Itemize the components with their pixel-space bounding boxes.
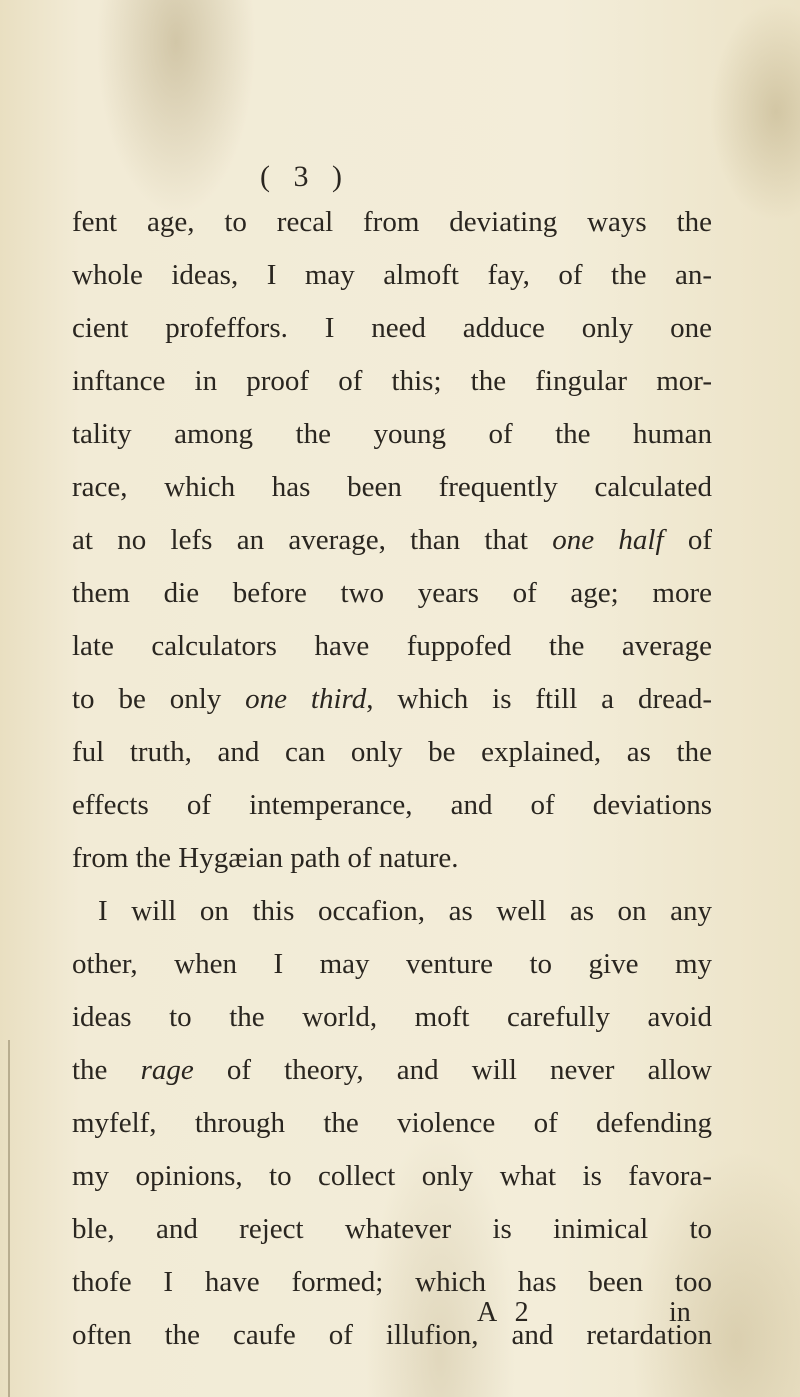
text-line: ful truth, and can only be explained, as the: [72, 736, 712, 768]
page-edge-line: [8, 1040, 10, 1397]
text-line: often the caufe of illufion, and retardation: [72, 1319, 712, 1351]
text-line: thofe I have formed; which has been too: [72, 1266, 712, 1298]
text-run: to be only: [72, 683, 246, 715]
italic-text: one half: [552, 524, 664, 556]
text-line: race, which has been frequently calculated: [72, 471, 712, 503]
text-run: , which is ftill a dread-: [366, 683, 712, 715]
text-line: them die before two years of age; more: [72, 577, 712, 609]
italic-text: rage: [140, 1054, 194, 1086]
text-line: [72, 673, 712, 726]
text-line: whole ideas, I may almoft fay, of the an-: [72, 259, 712, 291]
text-line: tality among the young of the human: [72, 418, 712, 450]
text-line: effects of intemperance, and of deviations: [72, 789, 712, 821]
text-line: fent age, to recal from deviating ways the: [72, 206, 712, 238]
text-run: of: [663, 524, 712, 556]
catchword: in: [669, 1297, 691, 1328]
body-text: [72, 196, 712, 1362]
text-run: at no lefs an average, than that: [72, 524, 553, 556]
text-line: late calculators have fuppofed the average: [72, 630, 712, 662]
text-line: other, when I may venture to give my: [72, 948, 712, 980]
text-line: from the Hygæian path of nature.: [72, 842, 459, 874]
text-line: my opinions, to collect only what is favora-: [72, 1160, 712, 1192]
text-line: [72, 1044, 712, 1097]
text-line: cient profeffors. I need adduce only one: [72, 312, 712, 344]
text-line: inftance in proof of this; the fingular mor-: [72, 365, 712, 397]
text-line: myfelf, through the violence of defending: [72, 1107, 712, 1139]
signature-mark: A 2: [477, 1297, 535, 1328]
text-run: the: [72, 1054, 141, 1086]
italic-text: one third: [245, 683, 367, 715]
text-line: [72, 514, 712, 567]
text-line: ble, and reject whatever is inimical to: [72, 1213, 712, 1245]
text-run: of theory, and will never allow: [193, 1054, 712, 1086]
paragraph-first-line: I will on this occafion, as well as on any: [98, 895, 712, 927]
text-line: ideas to the world, moft carefully avoid: [72, 1001, 712, 1033]
page-number: ( 3 ): [260, 160, 350, 193]
